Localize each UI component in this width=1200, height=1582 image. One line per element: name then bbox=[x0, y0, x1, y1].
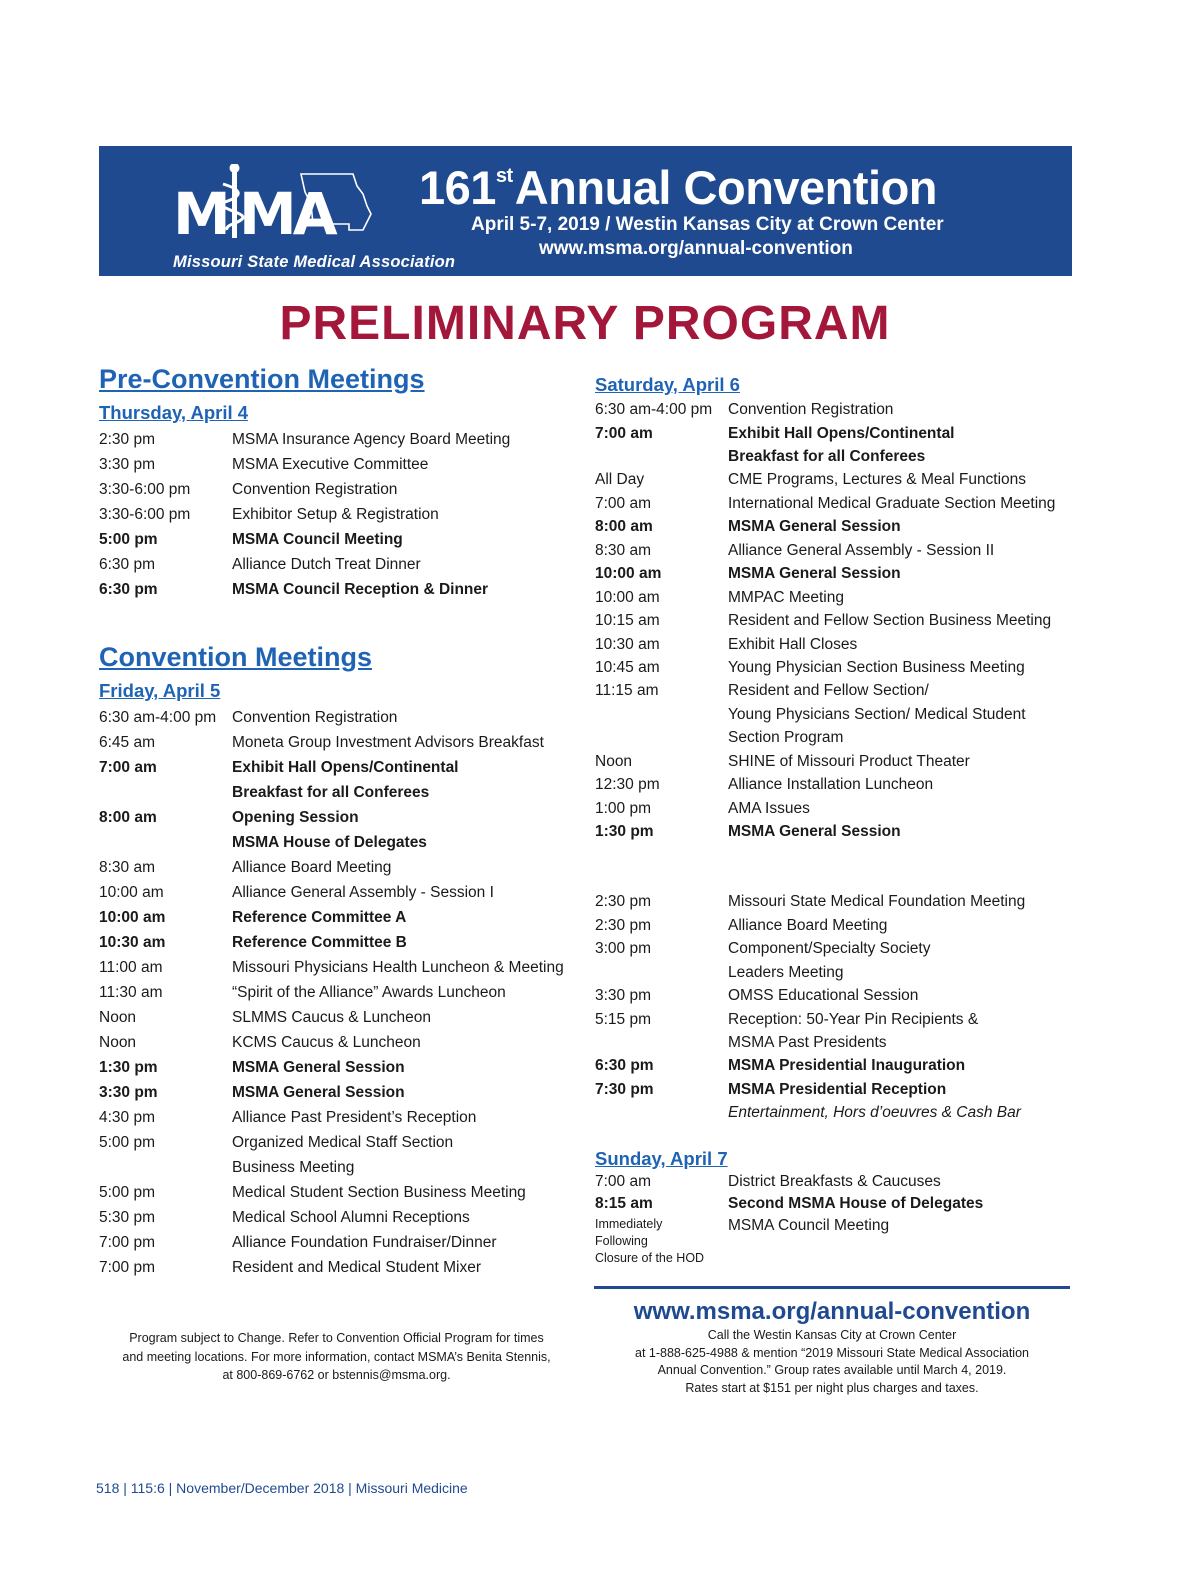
schedule-time: 10:00 am bbox=[595, 565, 662, 582]
schedule-event: Alliance Dutch Treat Dinner bbox=[232, 556, 421, 573]
sunday-heading: Sunday, April 7 bbox=[595, 1148, 728, 1169]
schedule-time: 11:15 am bbox=[595, 682, 659, 699]
schedule-event: Resident and Fellow Section/ bbox=[728, 682, 929, 699]
schedule-event: Medical School Alumni Receptions bbox=[232, 1209, 470, 1226]
schedule-event: Young Physician Section Business Meeting bbox=[728, 659, 1025, 676]
schedule-event: International Medical Graduate Section Meeting bbox=[728, 495, 1056, 512]
schedule-event: MSMA Past Presidents bbox=[728, 1034, 887, 1051]
schedule-event: Moneta Group Investment Advisors Breakfast bbox=[232, 734, 544, 751]
schedule-event: Entertainment, Hors d’oeuvres & Cash Bar bbox=[728, 1104, 1021, 1121]
schedule-time: 12:30 pm bbox=[595, 776, 660, 793]
program-note-line: at 800-869-6762 or bstennis@msma.org. bbox=[222, 1368, 451, 1382]
schedule-time: 7:00 am bbox=[99, 759, 157, 776]
schedule-time: 6:30 pm bbox=[99, 581, 158, 598]
schedule-event: KCMS Caucus & Luncheon bbox=[232, 1034, 421, 1051]
msma-logo bbox=[173, 160, 456, 271]
schedule-time: 2:30 pm bbox=[595, 893, 652, 910]
friday-heading: Friday, April 5 bbox=[99, 680, 221, 701]
schedule-time: 8:30 am bbox=[99, 859, 156, 876]
schedule-event: Exhibit Hall Opens/Continental bbox=[728, 425, 955, 442]
page-footer: 518 | 115:6 | November/December 2018 | Missouri Medicine bbox=[96, 1480, 468, 1496]
program-note bbox=[99, 1329, 574, 1385]
schedule-time: 6:45 am bbox=[99, 734, 156, 751]
schedule-time: 10:00 am bbox=[99, 884, 164, 901]
schedule-time: All Day bbox=[595, 471, 645, 488]
schedule-event: Missouri Physicians Health Luncheon & Meeting bbox=[232, 959, 564, 976]
schedule-event: Reference Committee A bbox=[232, 909, 407, 926]
schedule-event: Convention Registration bbox=[232, 481, 398, 498]
schedule-event: Alliance Foundation Fundraiser/Dinner bbox=[232, 1234, 497, 1251]
schedule-event: Opening Session bbox=[232, 809, 359, 826]
schedule-event: Business Meeting bbox=[232, 1159, 355, 1176]
schedule-time: 1:30 pm bbox=[99, 1059, 158, 1076]
schedule-event: CME Programs, Lectures & Meal Functions bbox=[728, 471, 1027, 488]
schedule-time: 7:00 am bbox=[595, 425, 653, 442]
schedule-event: Alliance Installation Luncheon bbox=[728, 776, 934, 793]
schedule-event: Exhibit Hall Closes bbox=[728, 636, 858, 653]
svg-text:MA: MA bbox=[239, 180, 334, 244]
schedule-event: MSMA House of Delegates bbox=[232, 834, 427, 851]
schedule-time: 8:15 am bbox=[595, 1195, 653, 1212]
schedule-time: 7:00 pm bbox=[99, 1234, 156, 1251]
schedule-time: Immediately bbox=[595, 1217, 663, 1231]
schedule-time: 10:00 am bbox=[595, 589, 660, 606]
schedule-event: SLMMS Caucus & Luncheon bbox=[232, 1009, 432, 1026]
schedule-time: 4:30 pm bbox=[99, 1109, 156, 1126]
schedule-time: 3:30-6:00 pm bbox=[99, 506, 191, 523]
schedule-event: MMPAC Meeting bbox=[728, 589, 844, 606]
schedule-event: SHINE of Missouri Product Theater bbox=[728, 753, 970, 770]
schedule-event: Exhibit Hall Opens/Continental bbox=[232, 759, 459, 776]
convention-title: 161stAnnual Convention bbox=[419, 161, 938, 214]
schedule-time: 2:30 pm bbox=[595, 917, 652, 934]
schedule-event: Convention Registration bbox=[232, 709, 398, 726]
schedule-time: Noon bbox=[595, 753, 633, 770]
schedule-time: 5:15 pm bbox=[595, 1011, 652, 1028]
schedule-time: Noon bbox=[99, 1009, 137, 1026]
page-title: PRELIMINARY PROGRAM bbox=[279, 297, 891, 350]
schedule-time: 3:30 pm bbox=[99, 1084, 158, 1101]
schedule-event: Leaders Meeting bbox=[728, 964, 844, 981]
schedule-event: AMA Issues bbox=[728, 800, 810, 817]
schedule-time: 10:15 am bbox=[595, 612, 660, 629]
schedule-event: MSMA Council Reception & Dinner bbox=[232, 581, 489, 598]
schedule-event: MSMA General Session bbox=[728, 565, 901, 582]
schedule-time: 11:30 am bbox=[99, 984, 163, 1001]
schedule-time: 6:30 am-4:00 pm bbox=[99, 709, 217, 726]
pre-convention-heading: Pre-Convention Meetings bbox=[99, 364, 425, 394]
footer-divider bbox=[594, 1286, 1070, 1289]
schedule-time: 6:30 pm bbox=[595, 1057, 654, 1074]
convention-dates: April 5-7, 2019 / Westin Kansas City at Crown Center bbox=[471, 214, 944, 235]
schedule-time: 5:30 pm bbox=[99, 1209, 156, 1226]
schedule-time: 10:30 am bbox=[595, 636, 660, 653]
schedule-event: MSMA Presidential Reception bbox=[728, 1081, 947, 1098]
schedule-event: Reference Committee B bbox=[232, 934, 407, 951]
schedule-event: Alliance Board Meeting bbox=[232, 859, 392, 876]
schedule-event: Alliance Past President’s Reception bbox=[232, 1109, 477, 1126]
schedule-event: Missouri State Medical Foundation Meeting bbox=[728, 893, 1026, 910]
schedule-time: 8:00 am bbox=[595, 518, 653, 535]
schedule-time: 7:30 pm bbox=[595, 1081, 654, 1098]
schedule-time: 5:00 pm bbox=[99, 1134, 156, 1151]
schedule-event: MSMA General Session bbox=[232, 1059, 405, 1076]
schedule-event: Young Physicians Section/ Medical Student bbox=[728, 706, 1026, 723]
hotel-note-line: Call the Westin Kansas City at Crown Center bbox=[707, 1328, 957, 1342]
schedule-time: 5:00 pm bbox=[99, 1184, 156, 1201]
schedule-event: Alliance General Assembly - Session II bbox=[728, 542, 995, 559]
schedule-time: 7:00 pm bbox=[99, 1259, 156, 1276]
program-note-line: and meeting locations. For more information, contact MSMA’s Benita Stennis, bbox=[122, 1349, 551, 1364]
schedule-event: Convention Registration bbox=[728, 401, 894, 418]
schedule-event: Resident and Medical Student Mixer bbox=[232, 1259, 481, 1276]
schedule-event: Breakfast for all Conferees bbox=[728, 448, 926, 465]
hotel-note-line: Annual Convention.” Group rates available until March 4, 2019. bbox=[657, 1363, 1007, 1377]
schedule-event: Breakfast for all Conferees bbox=[232, 784, 430, 801]
schedule-event: MSMA Council Meeting bbox=[728, 1217, 890, 1234]
schedule-time: 6:30 pm bbox=[99, 556, 156, 573]
schedule-time: 10:45 am bbox=[595, 659, 660, 676]
schedule-time: 3:30-6:00 pm bbox=[99, 481, 191, 498]
schedule-time: 6:30 am-4:00 pm bbox=[595, 401, 713, 418]
convention-url[interactable]: www.msma.org/annual-convention bbox=[539, 238, 853, 259]
schedule-event: Second MSMA House of Delegates bbox=[728, 1195, 984, 1212]
schedule-event: MSMA Council Meeting bbox=[232, 531, 403, 548]
schedule-time: Closure of the HOD bbox=[595, 1251, 705, 1265]
schedule-time: 3:30 pm bbox=[99, 456, 156, 473]
schedule-event: Organized Medical Staff Section bbox=[232, 1134, 454, 1151]
schedule-event: Alliance Board Meeting bbox=[728, 917, 888, 934]
schedule-time: 1:30 pm bbox=[595, 823, 654, 840]
hotel-note bbox=[594, 1327, 1070, 1397]
schedule-time: 7:00 am bbox=[595, 1173, 652, 1190]
schedule-time: Noon bbox=[99, 1034, 137, 1051]
schedule-event: Reception: 50-Year Pin Recipients & bbox=[728, 1011, 979, 1028]
schedule-time: 10:30 am bbox=[99, 934, 166, 951]
msma-logo-mark bbox=[173, 164, 373, 244]
msma-logo-letters: M bbox=[173, 180, 227, 244]
schedule-event: Alliance General Assembly - Session I bbox=[232, 884, 494, 901]
schedule-event: MSMA Presidential Inauguration bbox=[728, 1057, 966, 1074]
schedule-event: MSMA Insurance Agency Board Meeting bbox=[232, 431, 511, 448]
schedule-event: District Breakfasts & Caucuses bbox=[728, 1173, 941, 1190]
schedule-event: MSMA General Session bbox=[728, 518, 901, 535]
schedule-time: 3:00 pm bbox=[595, 940, 652, 957]
schedule-event: Section Program bbox=[728, 729, 844, 746]
schedule-event: Exhibitor Setup & Registration bbox=[232, 506, 439, 523]
footer-url[interactable]: www.msma.org/annual-convention bbox=[633, 1298, 1031, 1325]
convention-banner bbox=[99, 146, 1072, 276]
schedule-time: 8:00 am bbox=[99, 809, 157, 826]
schedule-time: 7:00 am bbox=[595, 495, 652, 512]
saturday-heading: Saturday, April 6 bbox=[595, 374, 740, 395]
program-note-line: Program subject to Change. Refer to Convention Official Program for times bbox=[129, 1331, 544, 1345]
schedule-event: MSMA General Session bbox=[728, 823, 901, 840]
schedule-time: 11:00 am bbox=[99, 959, 163, 976]
schedule-time: Following bbox=[595, 1234, 648, 1248]
thursday-heading: Thursday, April 4 bbox=[99, 402, 249, 423]
schedule-event: MSMA General Session bbox=[232, 1084, 405, 1101]
schedule-event: MSMA Executive Committee bbox=[232, 456, 429, 473]
schedule-time: 8:30 am bbox=[595, 542, 652, 559]
hotel-note-line: Rates start at $151 per night plus charges and taxes. bbox=[685, 1380, 979, 1395]
schedule-time: 5:00 pm bbox=[99, 531, 158, 548]
schedule-event: OMSS Educational Session bbox=[728, 987, 919, 1004]
schedule-event: Medical Student Section Business Meeting bbox=[232, 1184, 526, 1201]
schedule-time: 10:00 am bbox=[99, 909, 166, 926]
schedule-time: 2:30 pm bbox=[99, 431, 156, 448]
schedule-event: Component/Specialty Society bbox=[728, 940, 931, 957]
schedule-time: 3:30 pm bbox=[595, 987, 652, 1004]
schedule-time: 1:00 pm bbox=[595, 800, 652, 817]
hotel-note-line: at 1-888-625-4988 & mention “2019 Missouri State Medical Association bbox=[635, 1345, 1029, 1360]
convention-heading: Convention Meetings bbox=[99, 642, 373, 672]
schedule-event: “Spirit of the Alliance” Awards Luncheon bbox=[232, 984, 506, 1001]
logo-association-name: Missouri State Medical Association bbox=[173, 253, 456, 271]
schedule-event: Resident and Fellow Section Business Meeting bbox=[728, 612, 1052, 629]
